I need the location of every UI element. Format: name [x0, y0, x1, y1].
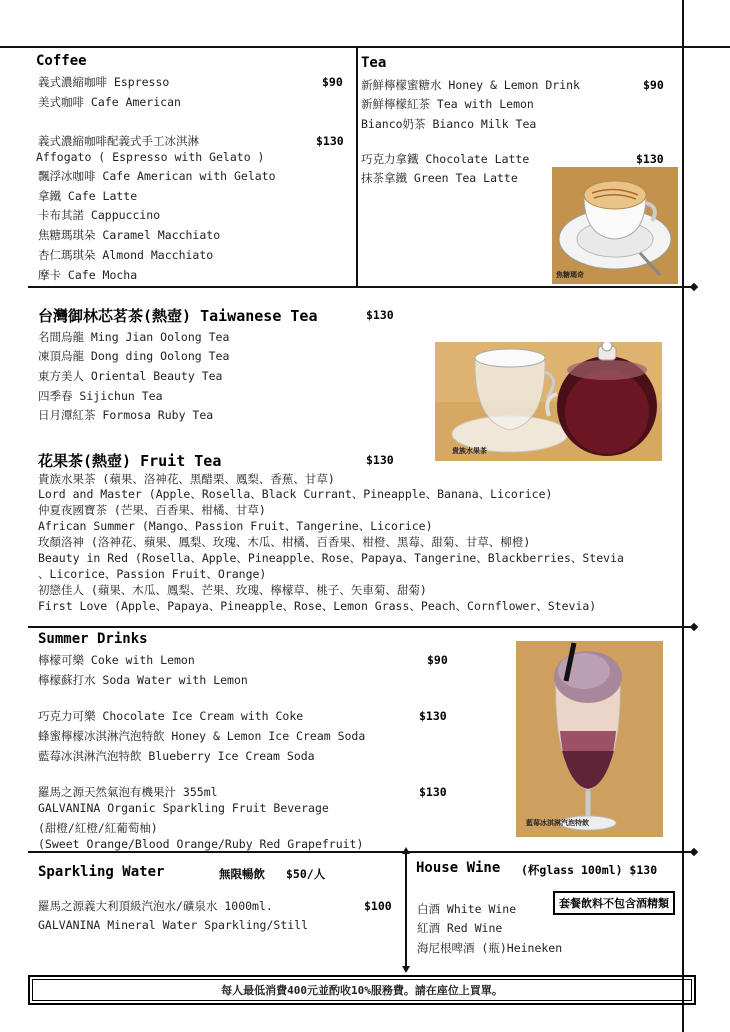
fruit-tea-line: 初戀佳人 (蘋果、木瓜、鳳梨、芒果、玫瑰、檸檬草、桃子、矢車菊、甜菊): [38, 583, 427, 597]
menu-item: 檸檬可樂 Coke with Lemon: [38, 653, 195, 667]
fruit-tea-line: 貴族水果茶 (蘋果、洛神花、黑醋栗、鳳梨、香蕉、甘草): [38, 472, 335, 486]
menu-item: 白酒 White Wine: [417, 902, 517, 916]
house-wine-subtitle: (杯glass 100ml) $130: [521, 863, 658, 877]
price: $90: [427, 653, 448, 667]
menu-item: 飄浮冰咖啡 Cafe American with Gelato: [38, 169, 276, 183]
photo-caption: 藍莓冰淇淋汽泡特飲: [526, 819, 589, 827]
fruit-tea-line: First Love (Apple、Papaya、Pineapple、Rose、Lemon Grass、Peach、Cornflower、Stevia): [38, 599, 597, 613]
menu-item: (甜橙/紅橙/紅葡萄柚): [38, 821, 158, 835]
menu-item: 巧克力拿鐵 Chocolate Latte: [361, 152, 530, 166]
price: $130: [366, 308, 394, 322]
footer-note: 每人最低消費400元並酌收10%服務費。請在座位上買單。: [32, 979, 692, 1001]
menu-item: 日月潭紅茶 Formosa Ruby Tea: [38, 408, 214, 422]
menu-item: 義式濃縮咖啡配義式手工冰淇淋: [38, 134, 199, 148]
menu-item: 杏仁瑪琪朵 Almond Macchiato: [38, 248, 214, 262]
menu-item: Affogato ( Espresso with Gelato ): [36, 150, 265, 164]
arrow-up-icon: [402, 847, 410, 854]
menu-item: 新鮮檸檬紅茶 Tea with Lemon: [361, 97, 534, 111]
right-rule: [682, 0, 684, 1032]
fruit-tea-line: 、Licorice、Passion Fruit、Orange): [38, 567, 267, 581]
rule-dot: [690, 283, 698, 291]
caramel-macchiato-photo: [552, 167, 678, 284]
fruit-tea-title: 花果茶(熱壺) Fruit Tea: [38, 452, 222, 470]
price: $90: [322, 75, 343, 89]
water-wine-divider: [405, 853, 407, 968]
menu-item: 檸檬蘇打水 Soda Water with Lemon: [38, 673, 248, 687]
fruit-tea-line: African Summer (Mango、Passion Fruit、Tangerine、Licorice): [38, 519, 433, 533]
menu-item: 焦糖瑪琪朵 Caramel Macchiato: [38, 228, 221, 242]
menu-item: 巧克力可樂 Chocolate Ice Cream with Coke: [38, 709, 304, 723]
rule-dot: [690, 623, 698, 631]
coffee-title: Coffee: [36, 53, 87, 69]
price: $50/人: [286, 867, 326, 881]
fruit-tea-line: 玫顏洛神 (洛神花、蘋果、鳳梨、玫瑰、木瓜、柑橘、百香果、柑橙、黑莓、甜菊、甘草、柳橙): [38, 535, 531, 549]
footer-box: [28, 975, 696, 1005]
menu-item: GALVANINA Organic Sparkling Fruit Beverage: [38, 801, 329, 815]
rule-tea-section: [28, 286, 696, 288]
menu-item: Bianco奶茶 Bianco Milk Tea: [361, 117, 537, 131]
menu-item: 東方美人 Oriental Beauty Tea: [38, 369, 223, 383]
menu-item: 義式濃縮咖啡 Espresso: [38, 75, 170, 89]
price: $130: [419, 709, 447, 723]
menu-item: 抹茶拿鐵 Green Tea Latte: [361, 171, 518, 185]
fruit-tea-line: Beauty in Red (Rosella、Apple、Pineapple、Rose、Papaya、Tangerine、Blackberries、Stevia: [38, 551, 624, 565]
no-alcohol-badge: 套餐飲料不包含酒精類: [553, 891, 675, 915]
rule-dot: [690, 848, 698, 856]
summer-drinks-title: Summer Drinks: [38, 631, 148, 647]
menu-item: 摩卡 Cafe Mocha: [38, 268, 138, 282]
sparkling-note: 無限暢飲: [219, 867, 265, 881]
price: $130: [419, 785, 447, 799]
menu-item: 藍莓冰淇淋汽泡特飲 Blueberry Ice Cream Soda: [38, 749, 315, 763]
coffee-tea-divider: [356, 48, 358, 286]
menu-item: 紅酒 Red Wine: [417, 921, 503, 935]
menu-item: 美式咖啡 Cafe American: [38, 95, 181, 109]
sparkling-water-title: Sparkling Water: [38, 864, 165, 880]
fruit-tea-photo: [435, 342, 662, 461]
blueberry-soda-photo: [516, 641, 663, 837]
menu-item: 羅馬之源義大利頂級汽泡水/礦泉水 1000ml.: [38, 899, 273, 913]
price: $130: [366, 453, 394, 467]
menu-item: GALVANINA Mineral Water Sparkling/Still: [38, 918, 309, 932]
menu-item: (Sweet Orange/Blood Orange/Ruby Red Grapefruit): [38, 837, 364, 851]
menu-item: 海尼根啤酒 (瓶)Heineken: [417, 941, 563, 955]
menu-item: 名間烏龍 Ming Jian Oolong Tea: [38, 330, 230, 344]
menu-item: 新鮮檸檬蜜糖水 Honey & Lemon Drink: [361, 78, 580, 92]
price: $90: [643, 78, 664, 92]
rule-water-section: [28, 851, 696, 853]
photo-caption: 焦糖瑪奇: [556, 271, 584, 279]
taiwanese-tea-title: 台灣御林芯茗茶(熱壺) Taiwanese Tea: [38, 307, 318, 325]
rule-summer-section: [28, 626, 696, 628]
fruit-tea-line: 仲夏夜國寶茶 (芒果、百香果、柑橘、甘草): [38, 503, 266, 517]
price: $130: [636, 152, 664, 166]
menu-item: 凍頂烏龍 Dong ding Oolong Tea: [38, 349, 230, 363]
menu-item: 拿鐵 Cafe Latte: [38, 189, 138, 203]
menu-item: 四季春 Sijichun Tea: [38, 389, 163, 403]
price: $130: [316, 134, 344, 148]
menu-item: 羅馬之源天然氣泡有機果汁 355ml: [38, 785, 218, 799]
top-rule: [0, 46, 730, 48]
menu-item: 蜂蜜檸檬冰淇淋汽泡特飲 Honey & Lemon Ice Cream Soda: [38, 729, 366, 743]
photo-caption: 貴族水果茶: [452, 447, 487, 455]
house-wine-title: House Wine: [416, 860, 501, 876]
tea-title: Tea: [361, 55, 387, 71]
arrow-down-icon: [402, 966, 410, 973]
price: $100: [364, 899, 392, 913]
fruit-tea-line: Lord and Master (Apple、Rosella、Black Currant、Pineapple、Banana、Licorice): [38, 487, 553, 501]
menu-item: 卡布其諾 Cappuccino: [38, 208, 161, 222]
